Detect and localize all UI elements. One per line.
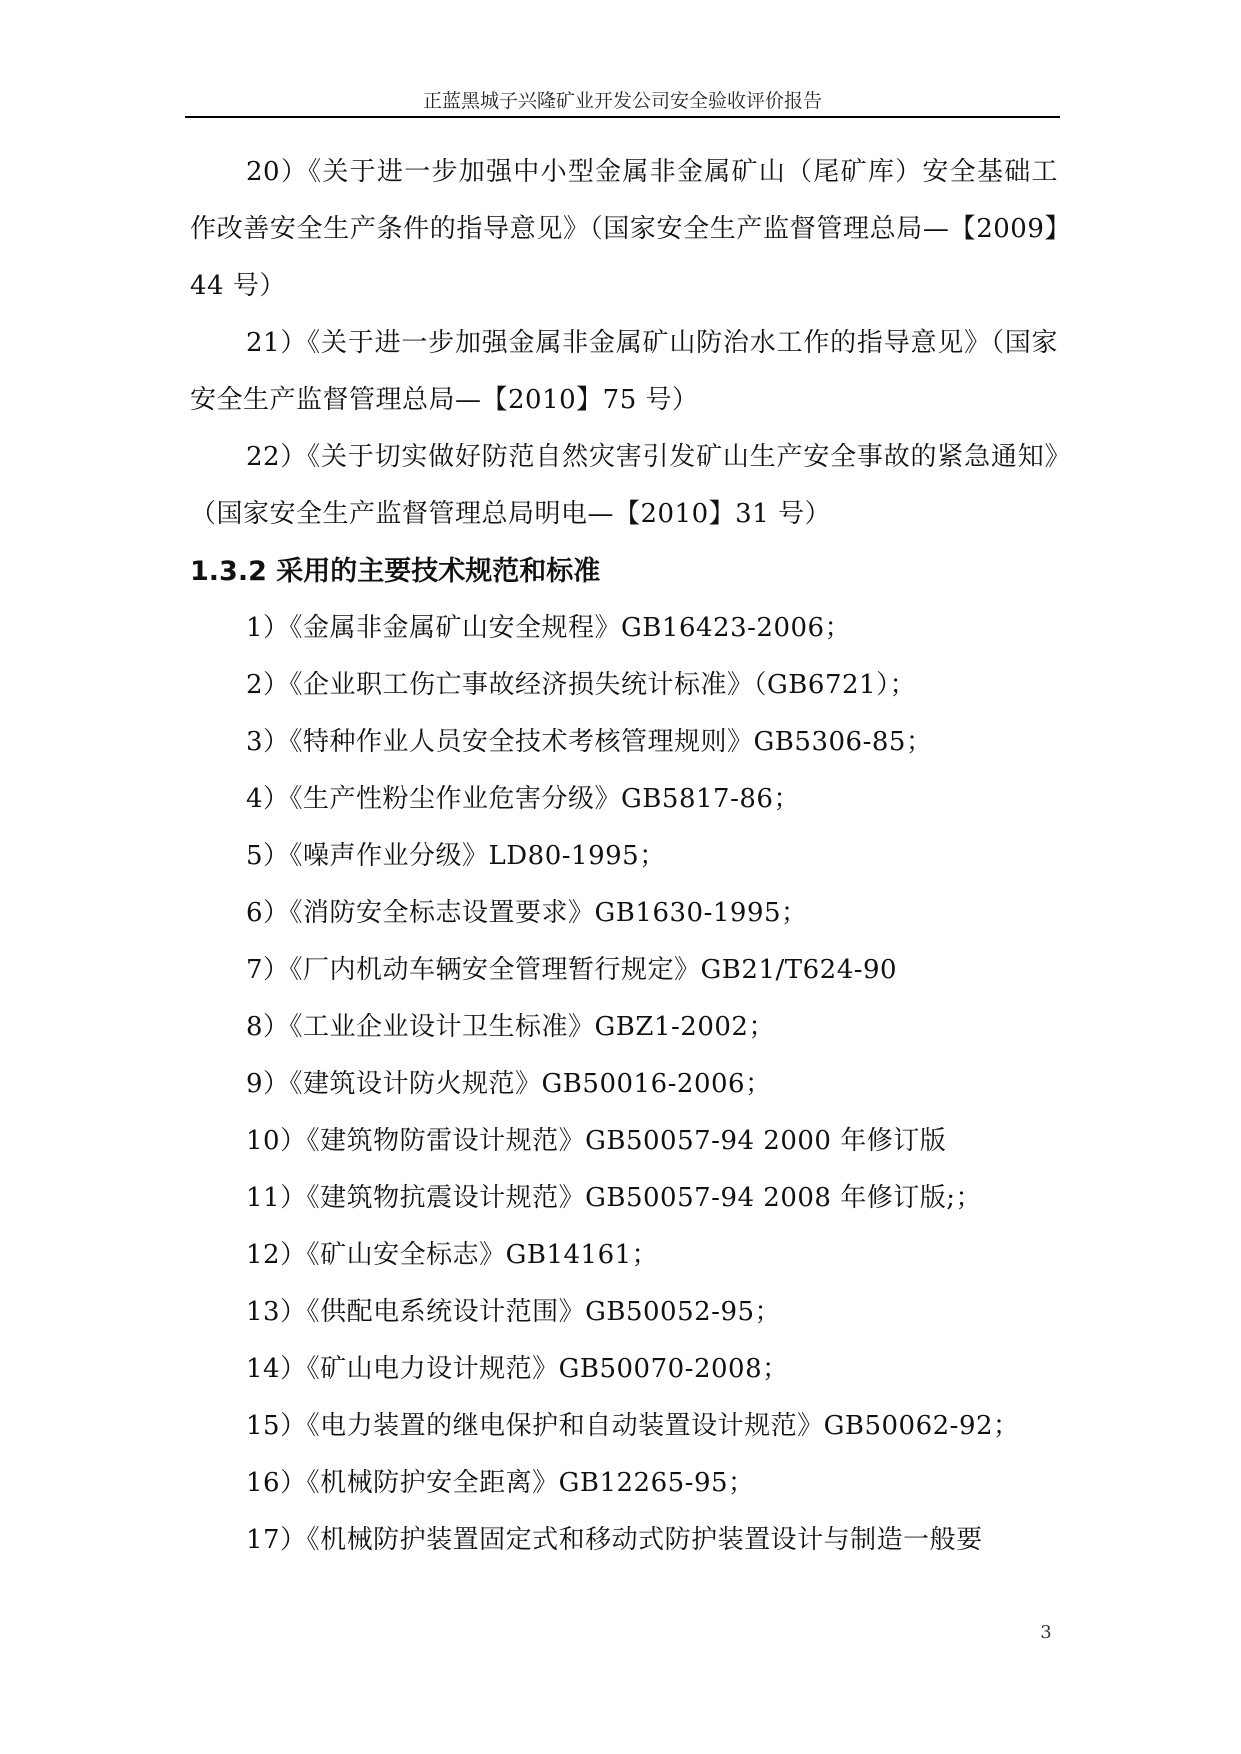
list-item: 11）《建筑物抗震设计规范》GB50057-94 2008 年修订版;； xyxy=(246,1183,982,1213)
document-body xyxy=(190,144,1058,1569)
header-rule xyxy=(185,116,1060,118)
regulation-paragraph-20: 20）《关于进一步加强中小型金属非金属矿山（尾矿库）安全基础工作改善安全生产条件的指导意见》（国家安全生产监督管理总局—【2009】44 号） xyxy=(190,157,1058,301)
list-item: 10）《建筑物防雷设计规范》GB50057-94 2000 年修订版 xyxy=(246,1126,947,1156)
list-item: 6）《消防安全标志设置要求》GB1630-1995； xyxy=(246,898,808,928)
list-item: 2）《企业职工伤亡事故经济损失统计标准》（GB6721）； xyxy=(246,670,917,700)
section-heading: 1.3.2 采用的主要技术规范和标准 xyxy=(190,556,601,587)
list-item: 9）《建筑设计防火规范》GB50016-2006； xyxy=(246,1069,772,1099)
list-item: 17）《机械防护装置固定式和移动式防护装置设计与制造一般要 xyxy=(246,1525,983,1555)
list-item: 4）《生产性粉尘作业危害分级》GB5817-86； xyxy=(246,784,800,814)
page-number: 3 xyxy=(1040,1622,1052,1643)
regulation-paragraph-22: 22）《关于切实做好防范自然灾害引发矿山生产安全事故的紧急通知》（国家安全生产监督管理总局明电—【2010】31 号） xyxy=(190,442,1058,529)
list-item: 13）《供配电系统设计范围》GB50052-95； xyxy=(246,1297,782,1327)
page-header-title: 正蓝黑城子兴隆矿业开发公司安全验收评价报告 xyxy=(422,90,822,112)
regulation-paragraph-21: 21）《关于进一步加强金属非金属矿山防治水工作的指导意见》（国家安全生产监督管理总局—【2010】75 号） xyxy=(190,328,1058,415)
list-item: 7）《厂内机动车辆安全管理暂行规定》GB21/T624-90 xyxy=(246,955,898,985)
list-item: 14）《矿山电力设计规范》GB50070-2008； xyxy=(246,1354,789,1384)
list-item: 1）《金属非金属矿山安全规程》GB16423-2006； xyxy=(246,613,852,643)
list-item: 3）《特种作业人员安全技术考核管理规则》GB5306-85； xyxy=(246,727,933,757)
list-item: 15）《电力装置的继电保护和自动装置设计规范》GB50062-92； xyxy=(246,1411,1020,1441)
list-item: 8）《工业企业设计卫生标准》GBZ1-2002； xyxy=(246,1012,775,1042)
list-item: 5）《噪声作业分级》LD80-1995； xyxy=(246,841,666,871)
list-item: 16）《机械防护安全距离》GB12265-95； xyxy=(246,1468,755,1498)
list-item: 12）《矿山安全标志》GB14161； xyxy=(246,1240,659,1270)
standards-list xyxy=(190,600,1058,1569)
